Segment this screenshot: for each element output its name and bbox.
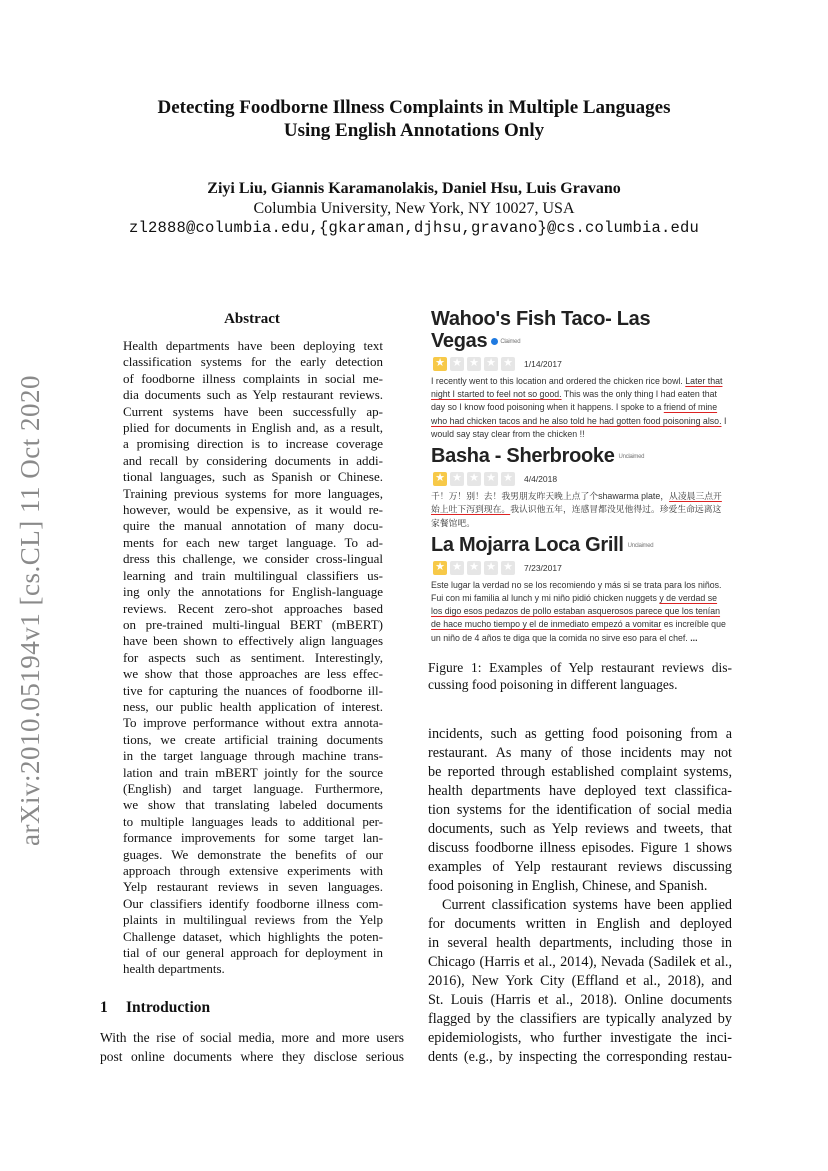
business-name-line: Basha - Sherbrooke [431, 445, 615, 468]
abstract-line: lation and train mBERT jointly for the source [123, 764, 383, 780]
intro-line: be reported through established complaint systems, [428, 764, 732, 780]
claimed-badge [491, 339, 520, 345]
review-segment: I would say stay clear from the chicken !! [431, 415, 727, 439]
star-rating [433, 472, 727, 486]
figure-caption [428, 659, 732, 693]
review-text [431, 375, 727, 441]
intro-line-with-citation[interactable]: St. Louis (Harris et al., 2018). Online documents [428, 992, 732, 1008]
abstract-line: plaints in multilingual reviews from the Yelp [123, 912, 383, 928]
intro-line-with-citation[interactable]: Chicago (Harris et al., 2014), Nevada (Sadilek et al., [428, 954, 732, 970]
review-date: 1/14/2017 [524, 358, 562, 369]
business-name-line: La Mojarra Loca Grill [431, 533, 624, 556]
intro-line-with-citation[interactable]: 2016), New York City (Effland et al., 2018), and [428, 973, 732, 989]
abstract-line: classification systems for the early detection [123, 354, 383, 370]
abstract-line: Yelp restaurant reviews in seven languages. [123, 879, 383, 895]
verified-check-icon [491, 338, 498, 345]
review-text [431, 490, 727, 530]
business-name [431, 308, 727, 353]
claimed-label: Claimed [500, 338, 521, 345]
abstract-line: tial of our general approach for deployment in [123, 945, 383, 961]
abstract-line: plied for documents in English and, as a result, [123, 420, 383, 436]
authors: Ziyi Liu, Giannis Karamanolakis, Daniel Hsu, Luis Gravano [207, 180, 621, 197]
intro-line: epidemiologists, who further investigate the inci- [428, 1030, 732, 1046]
business-name [431, 445, 727, 468]
star-icon [467, 561, 481, 575]
abstract-line: for aspects such as sentiment. Interestingly, [123, 649, 383, 665]
star-icon [433, 561, 447, 575]
caption-line: Figure 1: Examples of Yelp restaurant reviews dis- [428, 660, 732, 675]
abstract-line: and recall by considering documents in addi- [123, 452, 383, 468]
star-icon [450, 357, 464, 371]
abstract-line: tional languages, such as Spanish or Chinese. [123, 469, 383, 485]
star-icon [467, 357, 481, 371]
caption-line: cussing food poisoning in different languages. [428, 677, 678, 692]
abstract-line: have been shown to effectively align languages [123, 633, 383, 649]
abstract-line: in the target language through machine trans- [123, 748, 383, 764]
intro-line: documents, such as Yelp reviews and tweets, that [428, 821, 732, 837]
unclaimed-label: Unclaimed [627, 542, 654, 549]
abstract-line: Challenge dataset, which highlights the poten- [123, 928, 383, 944]
review-card [431, 308, 727, 441]
intro-line: restaurant. As many of those incidents may not [428, 745, 732, 761]
unclaimed-label: Unclaimed [618, 453, 645, 460]
business-name-line: Vegas [431, 330, 488, 352]
star-icon [501, 472, 515, 486]
highlighted-segment: y de verdad se los digo esos pedazos de pollo estaban asquerosos parece que los tenían de hace mucho tiempo y el de inmediato empezó a vomitar [431, 592, 721, 630]
intro-line: post online documents where they disclose serious [100, 1049, 404, 1064]
abstract-line: we show that those approaches are less effec- [123, 666, 383, 682]
review-text [431, 579, 727, 645]
intro-line: tion systems for the identification of social media [428, 802, 732, 818]
intro-line: discuss foodborne illness episodes. Figure 1 shows [428, 840, 732, 856]
review-segment: 千！万！别！去！我男朋友昨天晚上点了个shawarma plate， [431, 490, 670, 501]
unclaimed-badge [619, 454, 645, 460]
review-card [431, 534, 727, 645]
section-number: 1 [100, 999, 108, 1016]
abstract-line: dress this challenge, we consider cross-lingual [123, 551, 383, 567]
intro-right-column [428, 725, 732, 1067]
abstract-line: to multiple languages leads to additional per- [123, 813, 383, 829]
figure-yelp-reviews [431, 308, 727, 649]
star-icon [501, 561, 515, 575]
intro-left-column [100, 1028, 404, 1066]
intro-line: in several health departments, including those in [428, 935, 732, 951]
star-icon [450, 561, 464, 575]
abstract-line: a promising direction is to increase coverage [123, 436, 383, 452]
abstract-line: health departments. [123, 961, 225, 977]
star-icon [450, 472, 464, 486]
affiliation: Columbia University, New York, NY 10027, USA [253, 200, 575, 217]
section-title: Introduction [126, 999, 211, 1016]
abstract-line: learning and train multilingual classifiers us- [123, 567, 383, 583]
review-segment: I recently went to this location and ordered the chicken rice bowl. [431, 375, 686, 386]
abstract-line: Health departments have been deploying text [123, 338, 383, 353]
abstract-line: Training previous systems for more languages, [123, 485, 383, 501]
abstract-body [123, 338, 383, 978]
highlighted-segment: friend of mine who had chicken tacos and he also told he had gotten food poisoning also. [431, 402, 722, 426]
abstract-line: Current systems have been successfully ap- [123, 403, 383, 419]
abstract-line: formance improvements for some target lan- [123, 830, 383, 846]
business-name [431, 534, 727, 557]
intro-line: examples of Yelp restaurant reviews discussing [428, 859, 732, 875]
arxiv-identifier: arXiv:2010.05194v1 [cs.CL] 11 Oct 2020 [14, 374, 45, 846]
abstract-line: (English) and target language. Furthermore, [123, 780, 383, 796]
review-card [431, 445, 727, 530]
star-icon [501, 357, 515, 371]
author-emails: zl2888@columbia.edu,{gkaraman,djhsu,gravano}@cs.columbia.edu [128, 219, 700, 237]
highlighted-segment: Later that night I started to feel not so good. [431, 375, 723, 400]
star-icon [484, 472, 498, 486]
intro-line: food poisoning in English, Chinese, and Spanish. [428, 878, 708, 894]
abstract-line: we show that translating labeled documents [123, 797, 383, 813]
review-segment: 我认识他五年，连感冒都没见他得过。珍爱生命远离这家餐馆吧。 [431, 504, 722, 528]
abstract-line: approach through extensive experiments with [123, 863, 383, 878]
abstract-line: To improve performance without extra annota- [123, 715, 383, 731]
paper-title [60, 96, 768, 142]
arxiv-stamp [10, 370, 50, 850]
star-icon [433, 472, 447, 486]
abstract-line: dia documents such as Yelp restaurant reviews. [123, 387, 383, 403]
abstract-line: Our classifiers identify foodborne illness com- [123, 895, 383, 911]
intro-line: for documents written in English and deployed [428, 916, 732, 932]
abstract-line: guages. We demonstrate the benefits of our [123, 846, 383, 862]
intro-line: health departments have deployed text classifica- [428, 783, 732, 799]
review-date: 4/4/2018 [524, 473, 558, 484]
review-segment: Este lugar la verdad no se los recomiendo y más si se trata para los niños. Fui con mi familia al lunch y mi niño pidió chicken nuggets [431, 579, 722, 603]
section-heading [100, 999, 210, 1017]
star-icon [467, 472, 481, 486]
title-line: Using English Annotations Only [283, 120, 545, 141]
abstract-line: tions, we create artificial training documents [123, 731, 383, 747]
intro-line: Current classification systems have been applied [442, 897, 732, 913]
abstract-heading: Abstract [224, 311, 280, 327]
review-segment: This was the only thing I had eaten that day so I know food poisoning when it happens. I spoke to a [431, 389, 717, 413]
abstract-line: ments for each new target language. To ad- [123, 534, 383, 550]
star-icon [484, 357, 498, 371]
review-date: 7/23/2017 [524, 562, 562, 573]
star-rating [433, 357, 727, 371]
intro-line: With the rise of social media, more and more users [100, 1030, 404, 1045]
abstract-line: however, would be expensive, as it would re- [123, 502, 383, 518]
abstract-line: on pre-trained multi-lingual BERT (mBERT) [123, 616, 383, 632]
intro-line: flagged by the classifiers are typically analyzed by [428, 1011, 732, 1027]
ellipsis: ... [690, 632, 698, 643]
abstract-line: quire the manual annotation of many docu- [123, 518, 383, 534]
review-segment: es increíble que un niño de 4 años te diga que la comida no sirve eso para el chef. [431, 619, 726, 643]
star-icon [484, 561, 498, 575]
intro-line: incidents, such as getting food poisoning from a [428, 726, 732, 742]
abstract-line: ness, our public health application of interest. [123, 698, 383, 714]
title-line: Detecting Foodborne Illness Complaints in Multiple Languages [157, 97, 671, 118]
abstract-line: ing only the annotations for English-language [123, 584, 383, 600]
business-name-line: Wahoo's Fish Taco- Las [431, 308, 651, 330]
abstract-line: tive for capturing the nuances of foodborne ill- [123, 682, 383, 698]
highlighted-segment: 从凌晨三点开始上吐下泻到现在。 [431, 490, 722, 515]
star-icon [433, 357, 447, 371]
star-rating [433, 561, 727, 575]
intro-line: dents (e.g., by inspecting the corresponding restau- [428, 1049, 732, 1065]
abstract-line: of foodborne illness complaints in social me- [123, 370, 383, 386]
abstract-line: reviews. Recent zero-shot approaches based [123, 600, 383, 616]
unclaimed-badge [628, 543, 654, 549]
